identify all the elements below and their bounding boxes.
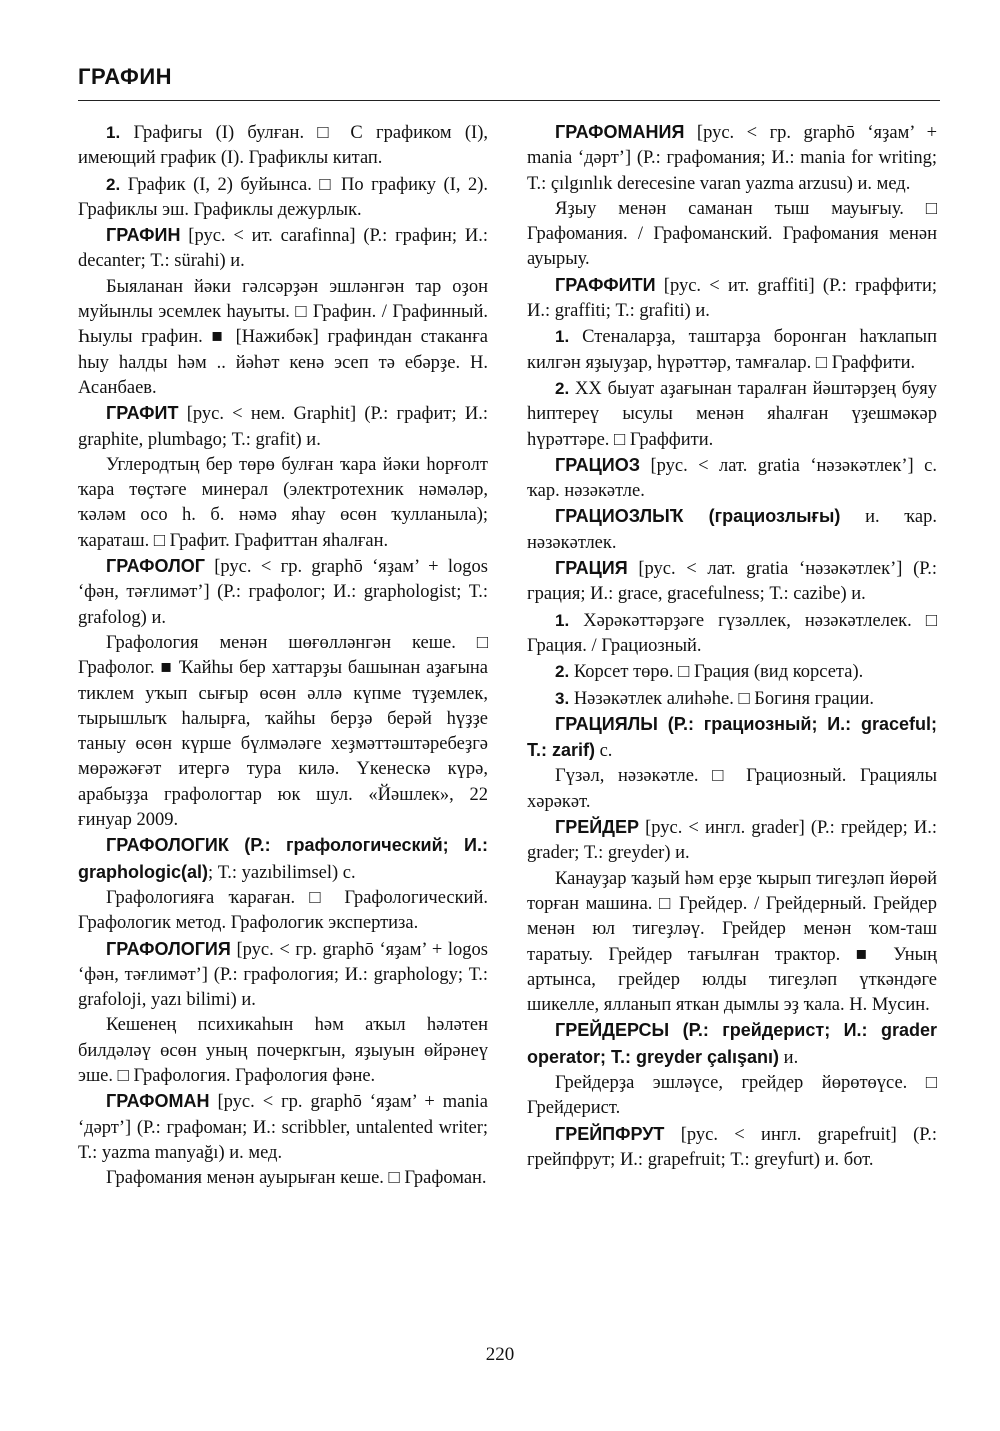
- sense-paragraph: 2. График (I, 2) буйынса. □ По графику (I, 2). Графиклы эш. Графиклы дежурлык.: [78, 174, 488, 220]
- definition-paragraph: Графологияға ҡараған. □ Графологический. Графологик метод. Графологик экспертиза.: [78, 887, 488, 934]
- left-column: [78, 120, 488, 1191]
- sense-paragraph: 1. Хәрәкәттәрҙәге гүзәллек, нәзәкәтлелек. □ Грация. / Грациозный.: [527, 610, 937, 656]
- entry-headword-line: ГРАФОМАН [рус. < гр. graphō ‘яҙам’ + mania ‘дәрт’] (Р.: графоман; И.: scribbler, untalented writer; Т.: yazma manyağı) и. мед.: [78, 1091, 488, 1163]
- definition-paragraph: Грейдерҙа эшләүсе, грейдер йөрөтөүсе. □ Грейдерист.: [527, 1072, 937, 1119]
- definition-paragraph: Яҙыу менән саманан тыш мауығыу. □ Графомания. / Графоманский. Графомания менән ауырыу.: [527, 198, 937, 270]
- right-column: [527, 120, 937, 1173]
- running-head: ГРАФИН: [78, 64, 173, 89]
- definition-paragraph: Быяланан йәки гәлсәрҙән эшләнгән тар оҙон муйынлы эсемлек һауыты. □ Графин. / Графинный. Һыулы графин. ■ [Нажибәк] графиндан стаканға һыу һалды һәм .. йәһәт кенә эсеп тә ебәрҙе. Н. Асанбаев.: [78, 276, 488, 398]
- sense-paragraph: 1. Стеналарҙа, таштарҙа боронган һаҡлапып килгән яҙыуҙар, һүрәттәр, тамғалар. □ Граффити.: [527, 327, 937, 373]
- entry-headword-line: ГРАФОЛОГИЯ [рус. < гр. graphō ‘яҙам’ + logos ‘фән, тәғлимәт’] (Р.: графология; И.: graphology; Т.: grafoloji, yazı bilimi) и.: [78, 938, 488, 1011]
- definition-paragraph: Кешенең психикаһын һәм аҡыл һәләтен билдәләү өсөн уның почеркгын, яҙыуын өйрәнеү эше. □ Графология. Графология фәне.: [78, 1015, 488, 1086]
- entry-headword-line: ГРЕЙПФРУТ [рус. < ингл. grapefruit] (Р.: грейпфрут; И.: grapefruit; Т.: greyfurt) и. бот.: [527, 1123, 937, 1170]
- entry-headword-line: ГРАФОЛОГ [рус. < гр. graphō ‘яҙам’ + logos ‘фән, тәғлимәт’] (Р.: графолог; И.: graphologist; Т.: grafolog) и.: [78, 556, 488, 628]
- entry-headword-line: ГРАФИТ [рус. < нем. Graphit] (Р.: графит; И.: graphite, plumbago; Т.: grafit) и.: [78, 403, 488, 450]
- entry-headword-line: ГРАЦИОЗ [рус. < лат. gratia ‘нәзәкәтлек’] с. ҡар. нәзәкәтле.: [527, 454, 937, 502]
- definition-paragraph: Графомания менән ауырыған кеше. □ Графоман.: [106, 1168, 487, 1189]
- page-number: 220: [485, 1344, 515, 1365]
- entry-headword-line: ГРЕЙДЕР [рус. < ингл. grader] (Р.: грейдер; И.: grader; Т.: greyder) и.: [527, 817, 937, 864]
- entry-headword-line: ГРАФИН [рус. < ит. carafinna] (Р.: графин; И.: decanter; Т.: sürahi) и.: [78, 225, 488, 272]
- definition-paragraph: Графология менән шөғөлләнгән кеше. □ Графолог. ■ Ҡайһы бер хаттарҙы башынан аҙағына тиклем уҡып сығыр өсөн әллә күпме түҙемлек, тырышлыҡ һалырға, ҡайһы берҙә берәй һүҙҙе таныу өсөн күрше бүлмәләге хеҙмәттәштәребеҙгә мөрәжәғәт итергә тура килә. Үкенескә күрә, арабыҙҙа графологтар юк шул. «Йәшлек», 22 ғинуар 2009.: [78, 632, 488, 831]
- entry-headword-line: ГРЕЙДЕРСЫ (Р.: грейдерист; И.: grader operator; Т.: greyder çalışanı) и.: [527, 1020, 937, 1068]
- definition-paragraph: Канауҙар ҡаҙый һәм ерҙе ҡырып тигеҙләп йөрөй торған машина. □ Грейдер. / Грейдерный. Грейдер менән юл тигеҙләү. Грейдер менән ҡом-таш таратыу. Грейдер тағылған трактор. ■ Уның артынса, грейдер юлды тигеҙләп үткәндәге шикелле, ялланып яткан дымлы эҙ ҡала. Н. Мусин.: [527, 868, 937, 1016]
- entry-headword-line: ГРАФФИТИ [рус. < ит. graffiti] (Р.: граффити; И.: graffiti; Т.: grafiti) и.: [527, 274, 937, 322]
- entry-headword-line: ГРАФОЛОГИК (Р.: графологический; И.: graphologic(al); Т.: yazıbilimsel) с.: [78, 835, 488, 883]
- sense-paragraph: 2. XX быуат аҙағынан таралған йәштәрҙең буяу һиптереү ысулы менән яһалған үҙешмәкәр һүрәттәре. □ Граффити.: [527, 378, 937, 450]
- entry-headword-line: ГРАЦИЯ [рус. < лат. gratia ‘нәзәкәтлек’] (Р.: грация; И.: grace, gracefulness; Т.: cazibe) и.: [527, 558, 937, 605]
- header-rule: [78, 100, 940, 101]
- sense-paragraph: 2. Корсет төрө. □ Грация (вид корсета).: [555, 662, 864, 683]
- entry-headword-line: ГРАФОМАНИЯ [рус. < гр. graphō ‘яҙам’ + mania ‘дәрт’] (Р.: графомания; И.: mania for writing; Т.: çılgınlık derecesine varan yazma arzusu) и. мед.: [527, 122, 937, 194]
- definition-paragraph: Углеродтың бер төрө булған ҡара йәки һорғолт ҡара төҫтәге минерал (электротехник нәмәләр, ҡәләм осо һ. б. нәмә яһау өсөн ҡулланыла); ҡараташ. □ Графит. Графиттан яһалған.: [78, 454, 488, 551]
- sense-paragraph: 1. Графигы (I) булған. □ С графиком (I), имеющий график (I). Графиклы китап.: [78, 123, 488, 169]
- sense-paragraph: 3. Нәзәкәтлек алиһәһе. □ Богиня грации.: [555, 688, 875, 709]
- entry-headword-line: ГРАЦИОЗЛЫҠ (грациозлығы) и. ҡар. нәзәкәтлек.: [527, 506, 938, 553]
- entry-headword-line: ГРАЦИЯЛЫ (Р.: грациозный; И.: graceful; Т.: zarif) с.: [527, 713, 937, 762]
- definition-paragraph: Гүзәл, нәзәкәтле. □ Грациозный. Грациялы хәрәкәт.: [527, 766, 937, 812]
